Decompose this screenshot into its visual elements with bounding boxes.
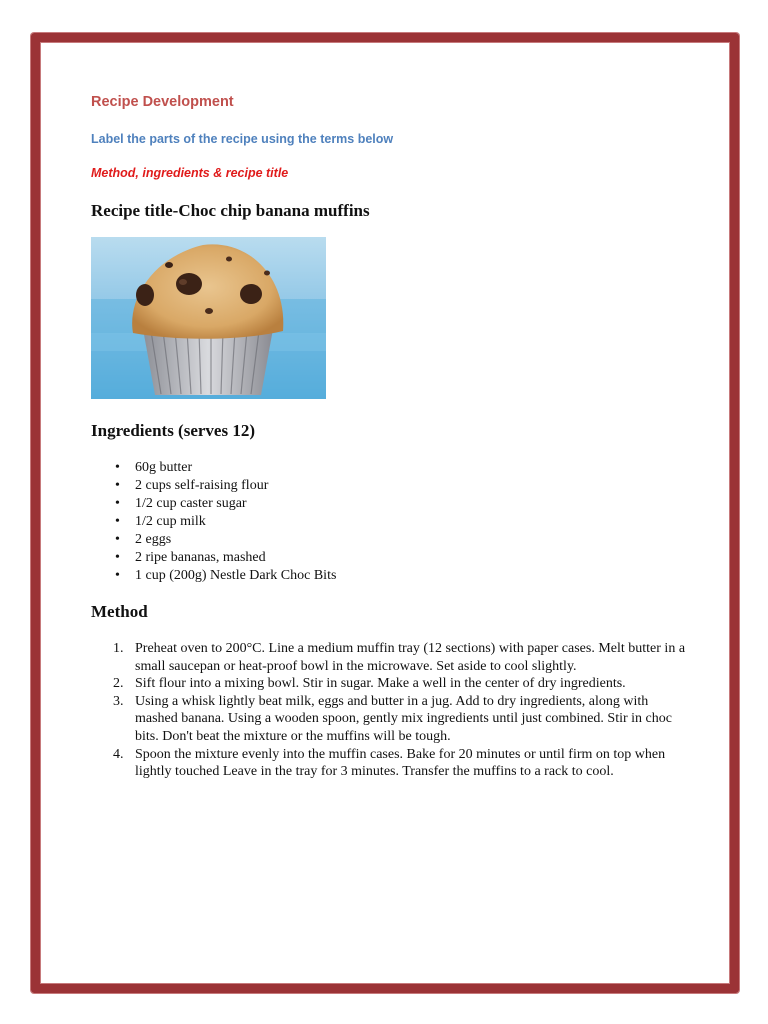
recipe-title: Recipe title-Choc chip banana muffins — [91, 201, 370, 220]
list-item: • 2 ripe bananas, mashed — [91, 549, 336, 567]
list-item: • 2 eggs — [91, 531, 336, 549]
method-list — [91, 640, 691, 781]
step-number: 3. — [113, 693, 124, 709]
step-number: 2. — [113, 676, 124, 692]
list-item: • 1/2 cup milk — [91, 513, 336, 531]
step-text: Preheat oven to 200°C. Line a medium muffin tray (12 sections) with paper cases. Melt butter in a small saucepan or heat-proof bowl in the microwave. Set aside to cool slightly. — [135, 641, 686, 674]
method-step — [91, 675, 691, 693]
method-step — [91, 746, 691, 781]
step-text: Using a whisk lightly beat milk, eggs and butter in a jug. Add to dry ingredients, along with mashed banana. Using a wooden spoon, gently mix ingredients until just combined. Stir in choc bits. Don't beat the mixture or the muffins will be tough. — [135, 693, 672, 744]
step-number: 1. — [113, 641, 124, 656]
ingredients-list — [91, 459, 336, 585]
terms-text: Method, ingredients & recipe title — [91, 166, 289, 180]
step-text: Spoon the mixture evenly into the muffin cases. Bake for 20 minutes or until firm on top when lightly touched Leave in the tray for 3 minutes. Transfer the muffins to a rack to cool. — [135, 746, 666, 780]
step-number: 4. — [113, 746, 124, 762]
list-item: • 1 cup (200g) Nestle Dark Choc Bits — [91, 567, 336, 585]
method-step — [91, 693, 691, 746]
step-text: Sift flour into a mixing bowl. Stir in sugar. Make a well in the center of dry ingredients. — [135, 676, 626, 692]
list-item: • 1/2 cup caster sugar — [91, 495, 336, 513]
method-step — [91, 640, 691, 675]
method-heading: Method — [91, 602, 148, 621]
muffin-photo — [91, 237, 326, 399]
list-item: • 2 cups self-raising flour — [91, 477, 336, 495]
instruction-text: Label the parts of the recipe using the terms below — [91, 132, 394, 146]
list-item: • 60g butter — [91, 459, 336, 477]
muffin-illustration — [91, 237, 326, 399]
recipe-development-heading: Recipe Development — [91, 94, 234, 110]
ingredients-heading: Ingredients (serves 12) — [91, 421, 255, 440]
